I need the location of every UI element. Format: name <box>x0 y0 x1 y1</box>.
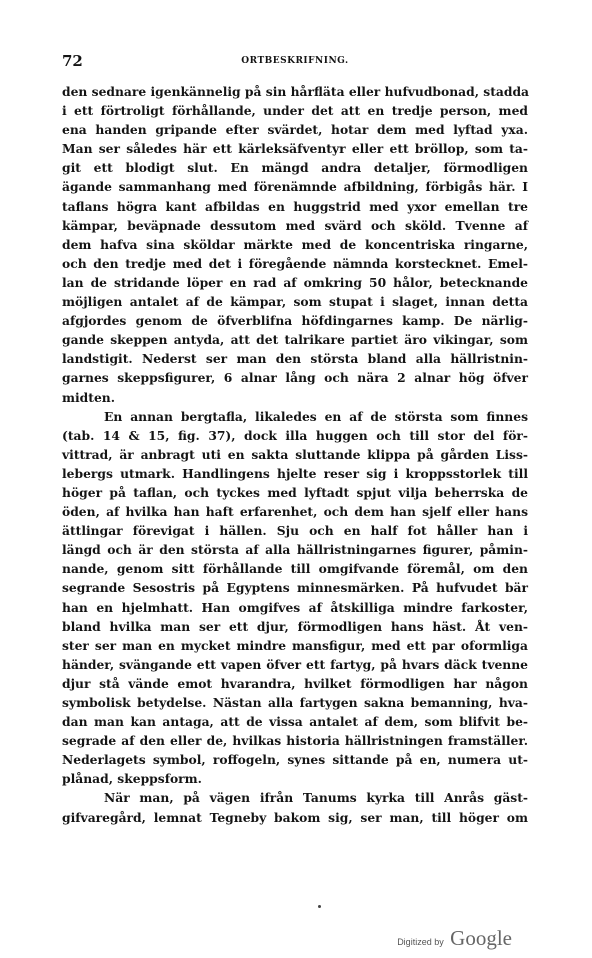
text-line: segrande Sesostris på Egyptens minnesmärken. På hufvudet bär <box>62 580 528 596</box>
text-line: ägande sammanhang med förenämnde afbildning, förbigås här. I <box>62 179 528 195</box>
body-text <box>62 82 528 827</box>
text-line: afgjordes genom de öfverblifna höfdingarnes kamp. De närlig- <box>62 313 528 329</box>
text-line: nande, genom sitt förhållande till omgifvande föremål, om den <box>62 561 528 577</box>
text-line: Nederlagets symbol, roffogeln, synes sittande på en, numera ut- <box>62 752 528 768</box>
text-line: segrade af den eller de, hvilkas historia hällristningen framställer. <box>62 733 528 749</box>
text-line: symbolisk betydelse. Nästan alla fartygen sakna bemanning, hva- <box>62 695 528 710</box>
text-line: händer, svängande ett vapen öfver ett fartyg, på hvars däck tvenne <box>62 656 528 672</box>
text-line: djur stå vände emot hvarandra, hvilket förmodligen har någon <box>62 675 528 691</box>
text-line: garnes skeppsfigurer, 6 alnar lång och nära 2 alnar hög öfver <box>62 370 528 386</box>
text-line: plånad, skeppsform. <box>62 771 202 787</box>
text-line: En annan bergtafla, likaledes en af de största som finnes <box>104 408 528 424</box>
text-line: och den tredje med det i föregående nämnda korstecknet. Emel- <box>62 255 528 271</box>
text-line: bland hvilka man ser ett djur, förmodligen hans häst. Åt ven- <box>62 618 528 634</box>
text-line: längd och är den största af alla hällristningarnes figurer, påmin- <box>62 542 528 558</box>
google-logo: Google <box>450 926 512 950</box>
text-line: lebergs utmark. Handlingens hjelte reser sig i kroppsstorlek till <box>62 465 528 481</box>
text-line: möjligen antalet af de kämpar, som stupat i slaget, innan detta <box>62 294 528 310</box>
text-line: höger på taflan, och tyckes med lyftadt spjut vilja beherrska de <box>62 484 528 500</box>
text-line: lan de stridande löper en rad af omkring 50 hålor, betecknande <box>62 274 528 290</box>
text-line: git ett blodigt slut. En mängd andra detaljer, förmodligen <box>62 160 528 176</box>
text-line: ena handen gripande efter svärdet, hotar dem med lyftad yxa. <box>62 122 528 138</box>
text-line: dem hafva sina sköldar märkte med de koncentriska ringarne, <box>62 236 528 252</box>
text-line: landstigit. Nederst ser man den största bland alla hällristnin- <box>62 351 528 367</box>
text-line: dan man kan antaga, att de vissa antalet af dem, som blifvit be- <box>62 714 528 730</box>
text-line: ster ser man en mycket mindre mansfigur, med ett par oformliga <box>62 637 528 653</box>
text-line: gifvaregård, lemnat Tegneby bakom sig, ser man, till höger om <box>62 809 528 825</box>
text-line: kämpar, beväpnade dessutom med svärd och sköld. Tvenne af <box>62 217 528 233</box>
text-line: den sednare igenkännelig på sin hårfläta eller hufvudbonad, stadda <box>62 84 530 99</box>
text-line: ättlingar förevigat i hällen. Sju och en half fot håller han i <box>62 523 528 539</box>
page-number: 72 <box>62 52 83 70</box>
text-line: han en hjelmhatt. Han omgifves af åtskilliga mindre farkoster, <box>62 599 528 615</box>
text-line: (tab. 14 & 15, fig. 37), dock illa huggen och till stor del för- <box>62 427 528 443</box>
text-line: När man, på vägen ifrån Tanums kyrka till Anrås gäst- <box>104 790 528 806</box>
digitization-watermark <box>397 926 512 951</box>
text-line: i ett förtroligt förhållande, under det att en tredje person, med <box>62 103 528 119</box>
digitized-by-label: Digitized by <box>397 937 444 947</box>
text-line: gande skeppen antyda, att det talrikare partiet äro vikingar, som <box>62 332 528 348</box>
printing-speck <box>318 905 321 908</box>
text-line: öden, af hvilka han haft erfarenhet, och dem han sjelf eller hans <box>62 504 528 520</box>
running-head: ORTBESKRIFNING. <box>241 56 349 66</box>
text-line: Man ser således här ett kärleksäfventyr eller ett bröllop, som ta- <box>62 141 528 157</box>
text-line: midten. <box>62 389 116 405</box>
text-line: taflans högra kant afbildas en huggstrid med yxor emellan tre <box>62 198 528 214</box>
text-line: vittrad, är anbragt uti en sakta sluttande klippa på gården Liss- <box>62 446 528 462</box>
page-header <box>62 52 528 72</box>
